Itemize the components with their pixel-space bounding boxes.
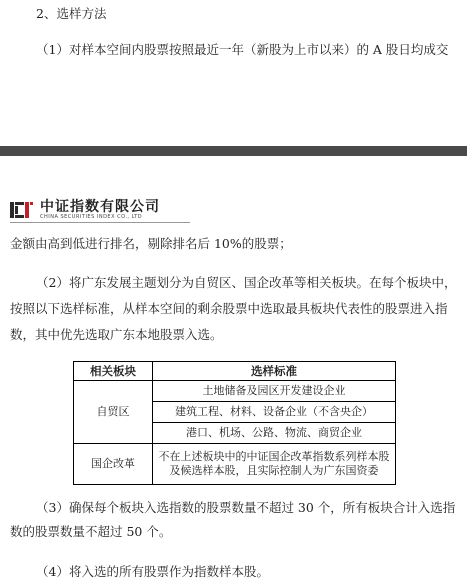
csi-logo-icon bbox=[10, 200, 34, 220]
paragraph-1-line-1: （1）对样本空间内股票按照最近一年（新股为上市以来）的 A 股日均成交 bbox=[36, 42, 449, 57]
paragraph-2-line-3: 数，其中优先选取广东本地股票入选。 bbox=[10, 327, 223, 342]
paragraph-2-line-2: 按照以下选样标准，从样本空间的剩余股票中选取最具板块代表性的股票进入指 bbox=[10, 301, 448, 316]
paragraph-3-line-1: （3）确保每个板块入选指数的股票数量不超过 30 个，所有板块合计入选指 bbox=[36, 500, 456, 515]
criteria-cell: 建筑工程、材料、设备企业（不含央企） bbox=[153, 402, 396, 423]
criteria-line-1: 不在上述板块中的中证国企改革指数系列样本股 bbox=[158, 450, 390, 463]
table-row bbox=[74, 444, 396, 485]
paragraph-2-line-1: （2）将广东发展主题划分为自贸区、国企改革等相关板块。在每个板块中， bbox=[36, 275, 457, 290]
table-header-row bbox=[74, 362, 396, 381]
header-criteria: 选样标准 bbox=[153, 362, 396, 381]
logo-underline bbox=[10, 222, 190, 223]
criteria-cell: 土地储备及园区开发建设企业 bbox=[153, 381, 396, 402]
section-title: 2、选样方法 bbox=[36, 6, 107, 21]
sector-free-trade-zone: 自贸区 bbox=[74, 381, 153, 444]
paragraph-4: （4）将入选的所有股票作为指数样本股。 bbox=[36, 564, 269, 579]
table-row bbox=[74, 381, 396, 402]
paragraph-1-continued: 金额由高到低进行排名，剔除排名后 10%的股票； bbox=[10, 236, 292, 251]
sector-soe-reform: 国企改革 bbox=[74, 444, 153, 485]
logo-english-name: CHINA SECURITIES INDEX CO., LTD bbox=[40, 214, 143, 220]
logo-chinese-name: 中证指数有限公司 bbox=[40, 199, 160, 215]
paragraph-3-line-2: 数的股票数量不超过 50 个。 bbox=[10, 524, 172, 539]
company-logo bbox=[10, 199, 160, 221]
criteria-cell bbox=[153, 444, 396, 485]
header-sector: 相关板块 bbox=[74, 362, 153, 381]
sector-criteria-table bbox=[73, 361, 396, 485]
page-separator bbox=[0, 146, 467, 156]
criteria-cell: 港口、机场、公路、物流、商贸企业 bbox=[153, 423, 396, 444]
criteria-line-2: 及候选样本股，且实际控制人为广东国资委 bbox=[169, 464, 379, 477]
